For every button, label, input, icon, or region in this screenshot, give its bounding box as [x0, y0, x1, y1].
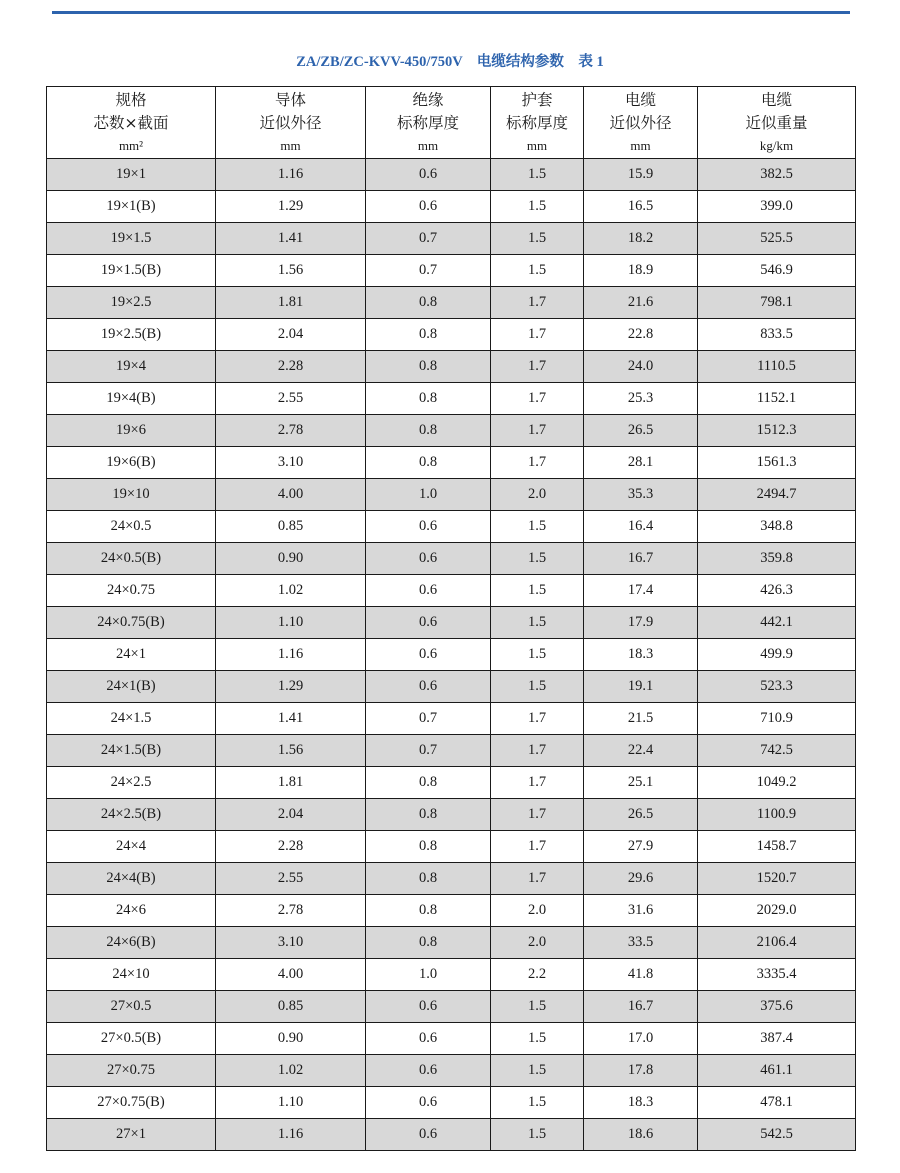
cell-cable-diameter: 27.9 [584, 831, 698, 863]
cell-cable-weight: 375.6 [698, 991, 856, 1023]
cell-insulation-thickness: 0.8 [366, 319, 491, 351]
cell-insulation-thickness: 0.8 [366, 895, 491, 927]
table-row [47, 575, 856, 607]
cell-cable-diameter: 18.3 [584, 1087, 698, 1119]
cell-cable-weight: 426.3 [698, 575, 856, 607]
cell-cable-diameter: 17.9 [584, 607, 698, 639]
table-row [47, 991, 856, 1023]
cell-cable-weight: 546.9 [698, 255, 856, 287]
table-row [47, 1023, 856, 1055]
cell-insulation-thickness: 0.8 [366, 767, 491, 799]
table-row [47, 767, 856, 799]
cell-cable-diameter: 18.3 [584, 639, 698, 671]
cell-spec: 19×6 [47, 415, 216, 447]
cell-conductor-diameter: 1.81 [216, 767, 366, 799]
cell-cable-weight: 348.8 [698, 511, 856, 543]
cell-cable-weight: 1561.3 [698, 447, 856, 479]
col-header-insulation-thickness [366, 87, 491, 159]
cell-cable-weight: 387.4 [698, 1023, 856, 1055]
cell-conductor-diameter: 2.28 [216, 831, 366, 863]
col-header-line1: 电缆 [624, 90, 656, 109]
cell-cable-weight: 1512.3 [698, 415, 856, 447]
col-header-unit: mm² [118, 137, 144, 153]
cell-insulation-thickness: 0.6 [366, 1055, 491, 1087]
cell-cable-diameter: 16.7 [584, 543, 698, 575]
cell-insulation-thickness: 0.6 [366, 1119, 491, 1151]
cell-conductor-diameter: 1.16 [216, 639, 366, 671]
cell-spec: 24×1.5(B) [47, 735, 216, 767]
table-row [47, 383, 856, 415]
table-row [47, 831, 856, 863]
cell-cable-weight: 742.5 [698, 735, 856, 767]
cell-cable-diameter: 18.2 [584, 223, 698, 255]
cell-insulation-thickness: 0.7 [366, 255, 491, 287]
cell-cable-weight: 2029.0 [698, 895, 856, 927]
cell-cable-diameter: 17.0 [584, 1023, 698, 1055]
cell-sheath-thickness: 1.7 [491, 447, 584, 479]
cell-spec: 24×2.5(B) [47, 799, 216, 831]
cell-cable-diameter: 18.9 [584, 255, 698, 287]
cell-sheath-thickness: 1.7 [491, 415, 584, 447]
col-header-spec [47, 87, 216, 159]
cell-cable-weight: 710.9 [698, 703, 856, 735]
table-row [47, 223, 856, 255]
col-header-line2: 标称厚度 [505, 113, 568, 132]
table-row [47, 191, 856, 223]
table-row [47, 703, 856, 735]
cell-cable-weight: 1049.2 [698, 767, 856, 799]
cell-spec: 27×0.5 [47, 991, 216, 1023]
cell-spec: 19×6(B) [47, 447, 216, 479]
table-row [47, 479, 856, 511]
cell-spec: 19×4(B) [47, 383, 216, 415]
cell-cable-weight: 1520.7 [698, 863, 856, 895]
cell-insulation-thickness: 0.8 [366, 927, 491, 959]
cell-insulation-thickness: 0.8 [366, 287, 491, 319]
table-row [47, 1119, 856, 1151]
cell-sheath-thickness: 1.5 [491, 223, 584, 255]
cell-sheath-thickness: 1.7 [491, 351, 584, 383]
cell-cable-weight: 382.5 [698, 159, 856, 191]
cell-insulation-thickness: 1.0 [366, 479, 491, 511]
cell-insulation-thickness: 0.8 [366, 415, 491, 447]
page-title: ZA/ZB/ZC-KVV-450/750V 电缆结构参数 表 1 [296, 54, 604, 70]
table-row [47, 927, 856, 959]
table-row [47, 319, 856, 351]
cell-sheath-thickness: 1.5 [491, 1087, 584, 1119]
cell-insulation-thickness: 0.8 [366, 799, 491, 831]
cell-cable-diameter: 41.8 [584, 959, 698, 991]
cell-spec: 24×0.5 [47, 511, 216, 543]
cell-conductor-diameter: 1.02 [216, 575, 366, 607]
table-row [47, 671, 856, 703]
cell-conductor-diameter: 2.55 [216, 863, 366, 895]
cell-spec: 27×0.5(B) [47, 1023, 216, 1055]
cell-conductor-diameter: 2.78 [216, 415, 366, 447]
cell-sheath-thickness: 1.7 [491, 863, 584, 895]
cell-insulation-thickness: 0.6 [366, 1023, 491, 1055]
cell-conductor-diameter: 1.56 [216, 255, 366, 287]
cell-cable-diameter: 31.6 [584, 895, 698, 927]
cell-conductor-diameter: 3.10 [216, 447, 366, 479]
table-row [47, 543, 856, 575]
table-row [47, 1055, 856, 1087]
cell-insulation-thickness: 0.7 [366, 703, 491, 735]
cell-insulation-thickness: 0.6 [366, 191, 491, 223]
cell-sheath-thickness: 1.5 [491, 575, 584, 607]
col-header-line1: 绝缘 [412, 90, 444, 109]
cell-cable-diameter: 26.5 [584, 799, 698, 831]
cell-sheath-thickness: 2.0 [491, 479, 584, 511]
cell-sheath-thickness: 1.5 [491, 1119, 584, 1151]
col-header-cable-diameter [584, 87, 698, 159]
table-row [47, 895, 856, 927]
cell-spec: 19×4 [47, 351, 216, 383]
table-row [47, 351, 856, 383]
cell-cable-diameter: 35.3 [584, 479, 698, 511]
cell-sheath-thickness: 1.5 [491, 1023, 584, 1055]
cell-sheath-thickness: 1.7 [491, 287, 584, 319]
table-row [47, 607, 856, 639]
col-header-line2: 芯数×截面 [93, 113, 169, 132]
cell-conductor-diameter: 1.16 [216, 1119, 366, 1151]
cell-sheath-thickness: 1.5 [491, 255, 584, 287]
col-header-line2: 近似外径 [259, 113, 322, 132]
col-header-line1: 导体 [274, 90, 306, 109]
cell-insulation-thickness: 0.6 [366, 511, 491, 543]
col-header-unit: mm [630, 137, 651, 153]
cell-spec: 19×1.5 [47, 223, 216, 255]
cell-conductor-diameter: 1.29 [216, 671, 366, 703]
table-row [47, 1087, 856, 1119]
cell-conductor-diameter: 1.41 [216, 223, 366, 255]
cell-cable-diameter: 33.5 [584, 927, 698, 959]
cell-cable-weight: 523.3 [698, 671, 856, 703]
cell-sheath-thickness: 1.7 [491, 703, 584, 735]
cell-spec: 19×10 [47, 479, 216, 511]
cell-cable-weight: 399.0 [698, 191, 856, 223]
cell-cable-weight: 3335.4 [698, 959, 856, 991]
cell-spec: 19×2.5 [47, 287, 216, 319]
cell-cable-diameter: 25.3 [584, 383, 698, 415]
cell-conductor-diameter: 4.00 [216, 959, 366, 991]
cell-spec: 19×2.5(B) [47, 319, 216, 351]
table-row [47, 799, 856, 831]
cell-conductor-diameter: 0.85 [216, 991, 366, 1023]
cell-insulation-thickness: 0.6 [366, 159, 491, 191]
col-header-line1: 护套 [521, 90, 553, 109]
cell-conductor-diameter: 1.29 [216, 191, 366, 223]
cell-cable-diameter: 15.9 [584, 159, 698, 191]
cell-conductor-diameter: 0.85 [216, 511, 366, 543]
cell-conductor-diameter: 1.10 [216, 1087, 366, 1119]
cell-insulation-thickness: 0.6 [366, 671, 491, 703]
cell-sheath-thickness: 1.5 [491, 639, 584, 671]
cell-spec: 24×1.5 [47, 703, 216, 735]
cell-cable-diameter: 22.4 [584, 735, 698, 767]
table-row [47, 415, 856, 447]
cell-spec: 24×0.75 [47, 575, 216, 607]
cell-cable-diameter: 21.6 [584, 287, 698, 319]
cell-cable-diameter: 21.5 [584, 703, 698, 735]
cell-conductor-diameter: 2.78 [216, 895, 366, 927]
cell-insulation-thickness: 0.6 [366, 575, 491, 607]
cell-sheath-thickness: 2.2 [491, 959, 584, 991]
col-header-sheath-thickness [491, 87, 584, 159]
cell-cable-weight: 499.9 [698, 639, 856, 671]
cell-cable-weight: 1152.1 [698, 383, 856, 415]
cell-spec: 24×0.75(B) [47, 607, 216, 639]
cell-sheath-thickness: 2.0 [491, 895, 584, 927]
cell-spec: 27×0.75(B) [47, 1087, 216, 1119]
table-row [47, 511, 856, 543]
cell-spec: 24×6 [47, 895, 216, 927]
col-header-unit: mm [417, 137, 439, 153]
cell-spec: 24×4 [47, 831, 216, 863]
cell-sheath-thickness: 1.7 [491, 735, 584, 767]
cell-conductor-diameter: 1.81 [216, 287, 366, 319]
cell-spec: 24×6(B) [47, 927, 216, 959]
cell-cable-diameter: 25.1 [584, 767, 698, 799]
cable-spec-table [46, 86, 856, 1151]
cell-cable-diameter: 18.6 [584, 1119, 698, 1151]
cell-sheath-thickness: 1.7 [491, 767, 584, 799]
cell-conductor-diameter: 1.16 [216, 159, 366, 191]
cell-spec: 24×1 [47, 639, 216, 671]
cell-insulation-thickness: 1.0 [366, 959, 491, 991]
cell-spec: 24×0.5(B) [47, 543, 216, 575]
cell-insulation-thickness: 0.6 [366, 543, 491, 575]
cell-conductor-diameter: 1.41 [216, 703, 366, 735]
cell-cable-weight: 2494.7 [698, 479, 856, 511]
cell-spec: 19×1 [47, 159, 216, 191]
cell-cable-weight: 542.5 [698, 1119, 856, 1151]
table-row [47, 255, 856, 287]
cell-cable-weight: 2106.4 [698, 927, 856, 959]
cell-cable-diameter: 22.8 [584, 319, 698, 351]
cell-cable-diameter: 19.1 [584, 671, 698, 703]
cell-cable-weight: 461.1 [698, 1055, 856, 1087]
cell-cable-diameter: 16.5 [584, 191, 698, 223]
col-header-unit: mm [526, 137, 548, 153]
cell-cable-diameter: 17.4 [584, 575, 698, 607]
cell-cable-weight: 1100.9 [698, 799, 856, 831]
cell-cable-diameter: 16.4 [584, 511, 698, 543]
cell-insulation-thickness: 0.8 [366, 447, 491, 479]
cell-conductor-diameter: 2.55 [216, 383, 366, 415]
cell-conductor-diameter: 2.28 [216, 351, 366, 383]
cell-conductor-diameter: 2.04 [216, 799, 366, 831]
cell-cable-weight: 525.5 [698, 223, 856, 255]
cell-insulation-thickness: 0.6 [366, 607, 491, 639]
table-row [47, 447, 856, 479]
cell-cable-diameter: 28.1 [584, 447, 698, 479]
table-row [47, 639, 856, 671]
cell-sheath-thickness: 1.5 [491, 543, 584, 575]
cell-conductor-diameter: 0.90 [216, 1023, 366, 1055]
cell-conductor-diameter: 1.10 [216, 607, 366, 639]
cell-sheath-thickness: 1.7 [491, 831, 584, 863]
table-row [47, 959, 856, 991]
cell-sheath-thickness: 1.5 [491, 511, 584, 543]
cell-sheath-thickness: 1.5 [491, 1055, 584, 1087]
cell-insulation-thickness: 0.8 [366, 383, 491, 415]
col-header-line2: 近似外径 [609, 113, 672, 132]
cell-cable-weight: 442.1 [698, 607, 856, 639]
col-header-line1: 电缆 [760, 90, 792, 109]
cell-insulation-thickness: 0.7 [366, 735, 491, 767]
cell-sheath-thickness: 1.7 [491, 319, 584, 351]
cell-conductor-diameter: 2.04 [216, 319, 366, 351]
cell-spec: 19×1.5(B) [47, 255, 216, 287]
cell-insulation-thickness: 0.6 [366, 991, 491, 1023]
cell-insulation-thickness: 0.6 [366, 1087, 491, 1119]
cell-cable-weight: 833.5 [698, 319, 856, 351]
table-row [47, 159, 856, 191]
cell-cable-weight: 478.1 [698, 1087, 856, 1119]
cell-sheath-thickness: 1.7 [491, 799, 584, 831]
cell-sheath-thickness: 1.5 [491, 159, 584, 191]
cell-conductor-diameter: 4.00 [216, 479, 366, 511]
cell-insulation-thickness: 0.8 [366, 831, 491, 863]
cell-spec: 24×2.5 [47, 767, 216, 799]
cell-cable-weight: 1458.7 [698, 831, 856, 863]
col-header-cable-weight [698, 87, 856, 159]
cell-cable-weight: 798.1 [698, 287, 856, 319]
top-rule [52, 11, 850, 14]
cell-cable-weight: 1110.5 [698, 351, 856, 383]
cell-cable-weight: 359.8 [698, 543, 856, 575]
cell-conductor-diameter: 3.10 [216, 927, 366, 959]
cell-cable-diameter: 16.7 [584, 991, 698, 1023]
cell-cable-diameter: 24.0 [584, 351, 698, 383]
table-body [47, 159, 856, 1151]
cell-spec: 24×10 [47, 959, 216, 991]
cell-conductor-diameter: 1.56 [216, 735, 366, 767]
cell-insulation-thickness: 0.8 [366, 351, 491, 383]
cell-insulation-thickness: 0.6 [366, 639, 491, 671]
cell-sheath-thickness: 1.5 [491, 991, 584, 1023]
cell-spec: 19×1(B) [47, 191, 216, 223]
cell-insulation-thickness: 0.7 [366, 223, 491, 255]
col-header-line1: 规格 [115, 90, 147, 109]
cell-cable-diameter: 29.6 [584, 863, 698, 895]
cell-sheath-thickness: 1.5 [491, 671, 584, 703]
cell-spec: 24×4(B) [47, 863, 216, 895]
cell-insulation-thickness: 0.8 [366, 863, 491, 895]
col-header-line2: 近似重量 [745, 113, 808, 132]
cell-cable-diameter: 17.8 [584, 1055, 698, 1087]
cell-sheath-thickness: 1.5 [491, 191, 584, 223]
cell-spec: 24×1(B) [47, 671, 216, 703]
table-header-row [47, 87, 856, 159]
cell-spec: 27×1 [47, 1119, 216, 1151]
cell-cable-diameter: 26.5 [584, 415, 698, 447]
cell-sheath-thickness: 1.5 [491, 607, 584, 639]
cell-sheath-thickness: 2.0 [491, 927, 584, 959]
col-header-unit: kg/km [759, 137, 794, 153]
table-row [47, 863, 856, 895]
table-row [47, 287, 856, 319]
col-header-line2: 标称厚度 [396, 113, 459, 132]
col-header-conductor-diameter [216, 87, 366, 159]
col-header-unit: mm [280, 137, 301, 153]
cell-sheath-thickness: 1.7 [491, 383, 584, 415]
cell-conductor-diameter: 1.02 [216, 1055, 366, 1087]
cell-conductor-diameter: 0.90 [216, 543, 366, 575]
cell-spec: 27×0.75 [47, 1055, 216, 1087]
table-row [47, 735, 856, 767]
